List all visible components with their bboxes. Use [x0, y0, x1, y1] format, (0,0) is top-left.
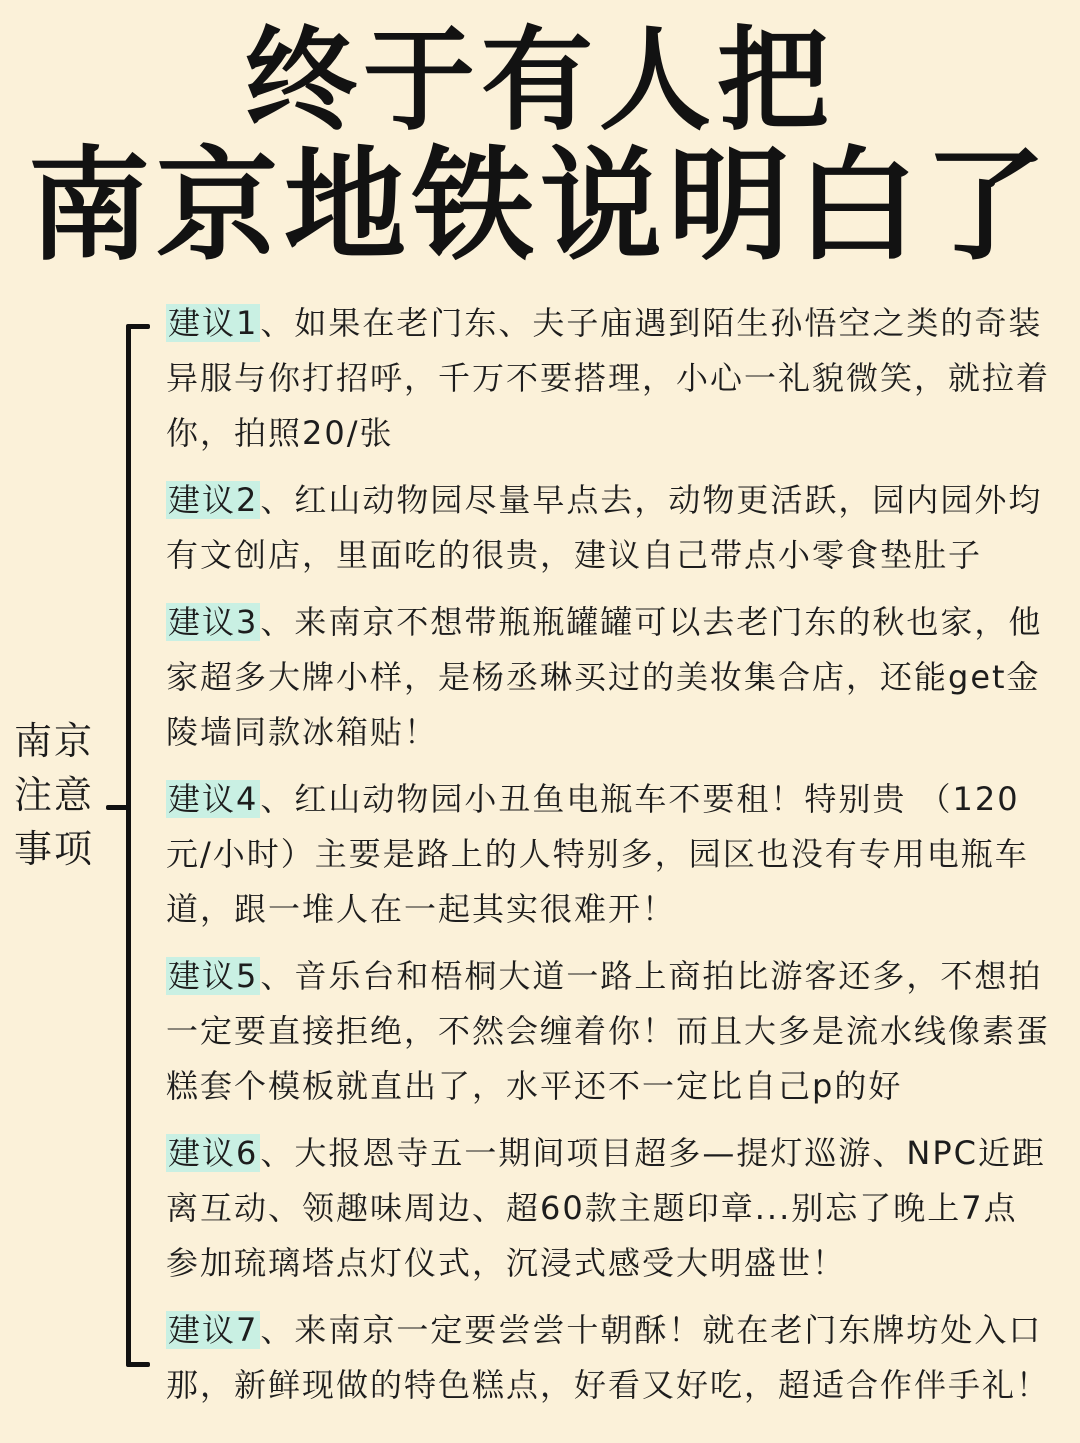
tip-label: 建议6 [168, 1134, 259, 1172]
tip-text: 、红山动物园小丑鱼电瓶车不要租！特别贵 （120元/小时）主要是路上的人特别多，园区也没有专用电瓶车道，跟一堆人在一起其实很难开！ [166, 780, 1029, 928]
tip-item [166, 595, 1050, 760]
title-line-1: 终于有人把 [245, 16, 835, 146]
side-label [14, 714, 104, 876]
tip-label: 建议7 [168, 1311, 259, 1349]
tip-text: 、红山动物园尽量早点去，动物更活跃，园内园外均有文创店，里面吃的很贵，建议自己带点小零食垫肚子 [166, 481, 1043, 574]
tip-label: 建议2 [168, 481, 259, 519]
tip-item [166, 473, 1050, 583]
tip-label: 建议3 [168, 603, 259, 641]
bracket-bottom-tick [126, 1362, 150, 1367]
tip-text: 、来南京一定要尝尝十朝酥！就在老门东牌坊处入口那，新鲜现做的特色糕点，好看又好吃，超适合作伴手礼！ [166, 1311, 1051, 1404]
title-line-2: 南京地铁说明白了 [28, 135, 1052, 277]
tip-label: 建议4 [168, 780, 259, 818]
tip-text: 、大报恩寺五一期间项目超多—提灯巡游、NPC近距离互动、领趣味周边、超60款主题印章...别忘了晚上7点参加琉璃塔点灯仪式，沉浸式感受大明盛世！ [166, 1134, 1046, 1282]
tip-item [166, 1303, 1050, 1413]
tip-text: 、来南京不想带瓶瓶罐罐可以去老门东的秋也家，他家超多大牌小样，是杨丞琳买过的美妆集合店，还能get金陵墙同款冰箱贴！ [166, 603, 1043, 751]
tip-item [166, 949, 1050, 1114]
tip-item [166, 1126, 1050, 1291]
tip-label: 建议1 [168, 304, 259, 342]
tips-list [166, 296, 1050, 1413]
tip-label: 建议5 [168, 957, 259, 995]
tip-text: 、如果在老门东、夫子庙遇到陌生孙悟空之类的奇装异服与你打招呼，千万不要搭理，小心一礼貌微笑，就拉着你，拍照20/张 [166, 304, 1051, 452]
tip-text: 、音乐台和梧桐大道一路上商拍比游客还多，不想拍一定要直接拒绝，不然会缠着你！而且大多是流水线像素蛋糕套个模板就直出了，水平还不一定比自己p的好 [166, 957, 1051, 1105]
bracket-middle-tick [106, 805, 130, 810]
tip-item [166, 296, 1050, 461]
side-label-line: 注意 [14, 773, 95, 817]
side-label-line: 事项 [14, 827, 95, 871]
bracket-line [126, 326, 131, 1366]
tip-item [166, 772, 1050, 937]
side-label-line: 南京 [14, 719, 95, 763]
bracket-top-tick [126, 324, 150, 329]
